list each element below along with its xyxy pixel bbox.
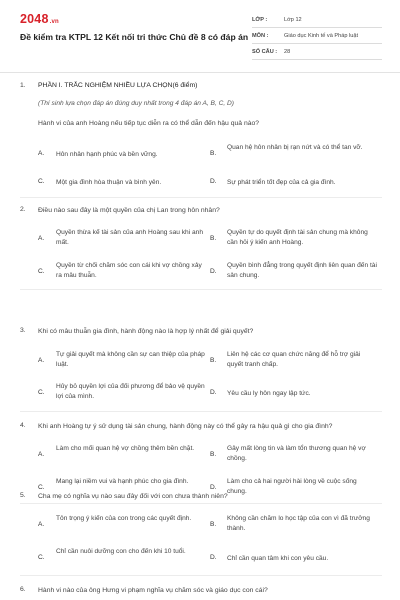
option-letter[interactable]: C. [38, 389, 45, 396]
document-header [0, 0, 400, 66]
option-letter[interactable]: D. [210, 484, 217, 491]
meta-row-class [252, 12, 382, 28]
option-letter[interactable]: A. [38, 521, 45, 528]
meta-row-count [252, 44, 382, 60]
option-letter[interactable]: D. [210, 554, 217, 561]
option-letter[interactable]: A. [38, 357, 45, 364]
option-letter[interactable]: B. [210, 521, 217, 528]
option-letter[interactable]: D. [210, 389, 217, 396]
option-text[interactable]: Quyền từ chối chăm sóc con cái khi vợ chồng xảy ra mâu thuẫn. [56, 262, 202, 279]
option-text[interactable]: Gây mất lòng tin và làm tổn thương quan hệ vợ chồng. [227, 445, 366, 462]
question-divider [20, 575, 382, 576]
option-text[interactable]: Sự phát triển tốt đẹp của cả gia đình. [227, 179, 336, 186]
option-text[interactable]: Quyền tự do quyết định tài sản chung mà không cần hỏi ý kiến anh Hoàng. [227, 229, 368, 246]
option-letter[interactable]: A. [38, 150, 45, 157]
option-text[interactable]: Hủy bỏ quyền lợi của đối phương để bảo vệ quyền lợi của mình. [56, 383, 205, 400]
option-letter[interactable]: A. [38, 451, 45, 458]
option-text[interactable]: Một gia đình hòa thuận và bình yên. [56, 179, 162, 186]
section-instruction: (Thí sinh lựa chọn đáp án đúng duy nhất trong 4 đáp án A, B, C, D) [38, 100, 235, 107]
header-divider [0, 72, 400, 73]
question-text: Khi có mâu thuẫn gia đình, hành động nào là hợp lý nhất để giải quyết? [38, 328, 254, 335]
option-text[interactable]: Quan hệ hôn nhân bị rạn nứt và có thể tan vỡ. [227, 144, 363, 151]
option-text[interactable]: Liên hệ các cơ quan chức năng để hỗ trợ giải quyết tranh chấp. [227, 351, 361, 368]
option-text[interactable]: Quyền thừa kế tài sản của anh Hoàng sau khi anh mất. [56, 229, 204, 246]
option-text[interactable]: Chỉ cần nuôi dưỡng con cho đến khi 10 tuổi. [56, 548, 186, 555]
option-text[interactable]: Quyền bình đẳng trong quyết định liên quan đến tài sản chung. [227, 262, 377, 279]
option-letter[interactable]: B. [210, 357, 217, 364]
question-divider [20, 503, 382, 504]
question-number: 3. [20, 327, 26, 334]
option-text[interactable]: Tôn trọng ý kiến của con trong các quyết định. [56, 515, 192, 522]
option-text[interactable]: Yêu cầu ly hôn ngay lập tức. [227, 390, 311, 397]
question-text: Điều nào sau đây là một quyền của chị Lan trong hôn nhân? [38, 207, 220, 214]
question-divider [20, 197, 382, 198]
document-title: Đề kiểm tra KTPL 12 Kết nối tri thức Chủ đề 8 có đáp án [20, 32, 249, 42]
option-text[interactable]: Không cần chăm lo học tập của con vì đã trưởng thành. [227, 515, 370, 532]
section-number: 1. [20, 82, 26, 89]
question-divider [20, 289, 382, 290]
question-divider [20, 411, 382, 412]
option-text[interactable]: Chỉ cần quan tâm khi con yêu cầu. [227, 555, 329, 562]
question-text: Hành vi của anh Hoàng nếu tiếp tục diễn ra có thể dẫn đến hậu quả nào? [38, 120, 260, 127]
meta-label: SỐ CÂU : [252, 48, 278, 55]
option-text[interactable]: Tự giải quyết mà không cần sự can thiệp của pháp luật. [56, 351, 205, 368]
option-letter[interactable]: C. [38, 484, 45, 491]
question-number: 5. [20, 492, 26, 499]
option-letter[interactable]: B. [210, 150, 217, 157]
question-text: Cha mẹ có nghĩa vụ nào sau đây đối với con chưa thành niên? [38, 493, 228, 500]
option-letter[interactable]: C. [38, 178, 45, 185]
question-number: 4. [20, 422, 26, 429]
option-letter[interactable]: B. [210, 451, 217, 458]
option-text[interactable]: Làm cho cả hai người hài lòng về cuộc sống chung. [227, 478, 357, 495]
option-letter[interactable]: C. [38, 268, 45, 275]
option-letter[interactable]: D. [210, 268, 217, 275]
question-text: Khi anh Hoàng tự ý sử dụng tài sản chung, hành động này có thể gây ra hậu quả gì cho gia đình? [38, 423, 333, 430]
meta-value: Lớp 12 [284, 16, 302, 23]
section-title: PHẦN I. TRẮC NGHIỆM NHIỀU LỰA CHỌN(6 điểm) [38, 82, 198, 89]
option-letter[interactable]: D. [210, 178, 217, 185]
question-text: Hành vi nào của ông Hưng vi phạm nghĩa vụ chăm sóc và giáo dục con cái? [38, 587, 268, 594]
meta-label: LỚP : [252, 16, 268, 23]
option-text[interactable]: Hôn nhân hạnh phúc và bền vững. [56, 151, 158, 158]
logo-main: 2048 [20, 12, 49, 26]
question-number: 2. [20, 206, 26, 213]
meta-table [252, 12, 382, 60]
meta-value: 28 [284, 48, 291, 55]
meta-label: MÔN : [252, 32, 269, 39]
meta-value: Giáo dục Kinh tế và Pháp luật [284, 32, 359, 39]
option-text[interactable]: Làm cho mối quan hệ vợ chồng thêm bền chặt. [56, 445, 195, 452]
logo-suffix: .vn [49, 19, 59, 25]
question-number: 6. [20, 586, 26, 593]
option-text[interactable]: Mang lại niềm vui và hạnh phúc cho gia đình. [56, 478, 189, 485]
option-letter[interactable]: C. [38, 554, 45, 561]
site-logo[interactable] [20, 12, 59, 26]
option-letter[interactable]: B. [210, 235, 217, 242]
option-letter[interactable]: A. [38, 235, 45, 242]
meta-row-subject [252, 28, 382, 44]
